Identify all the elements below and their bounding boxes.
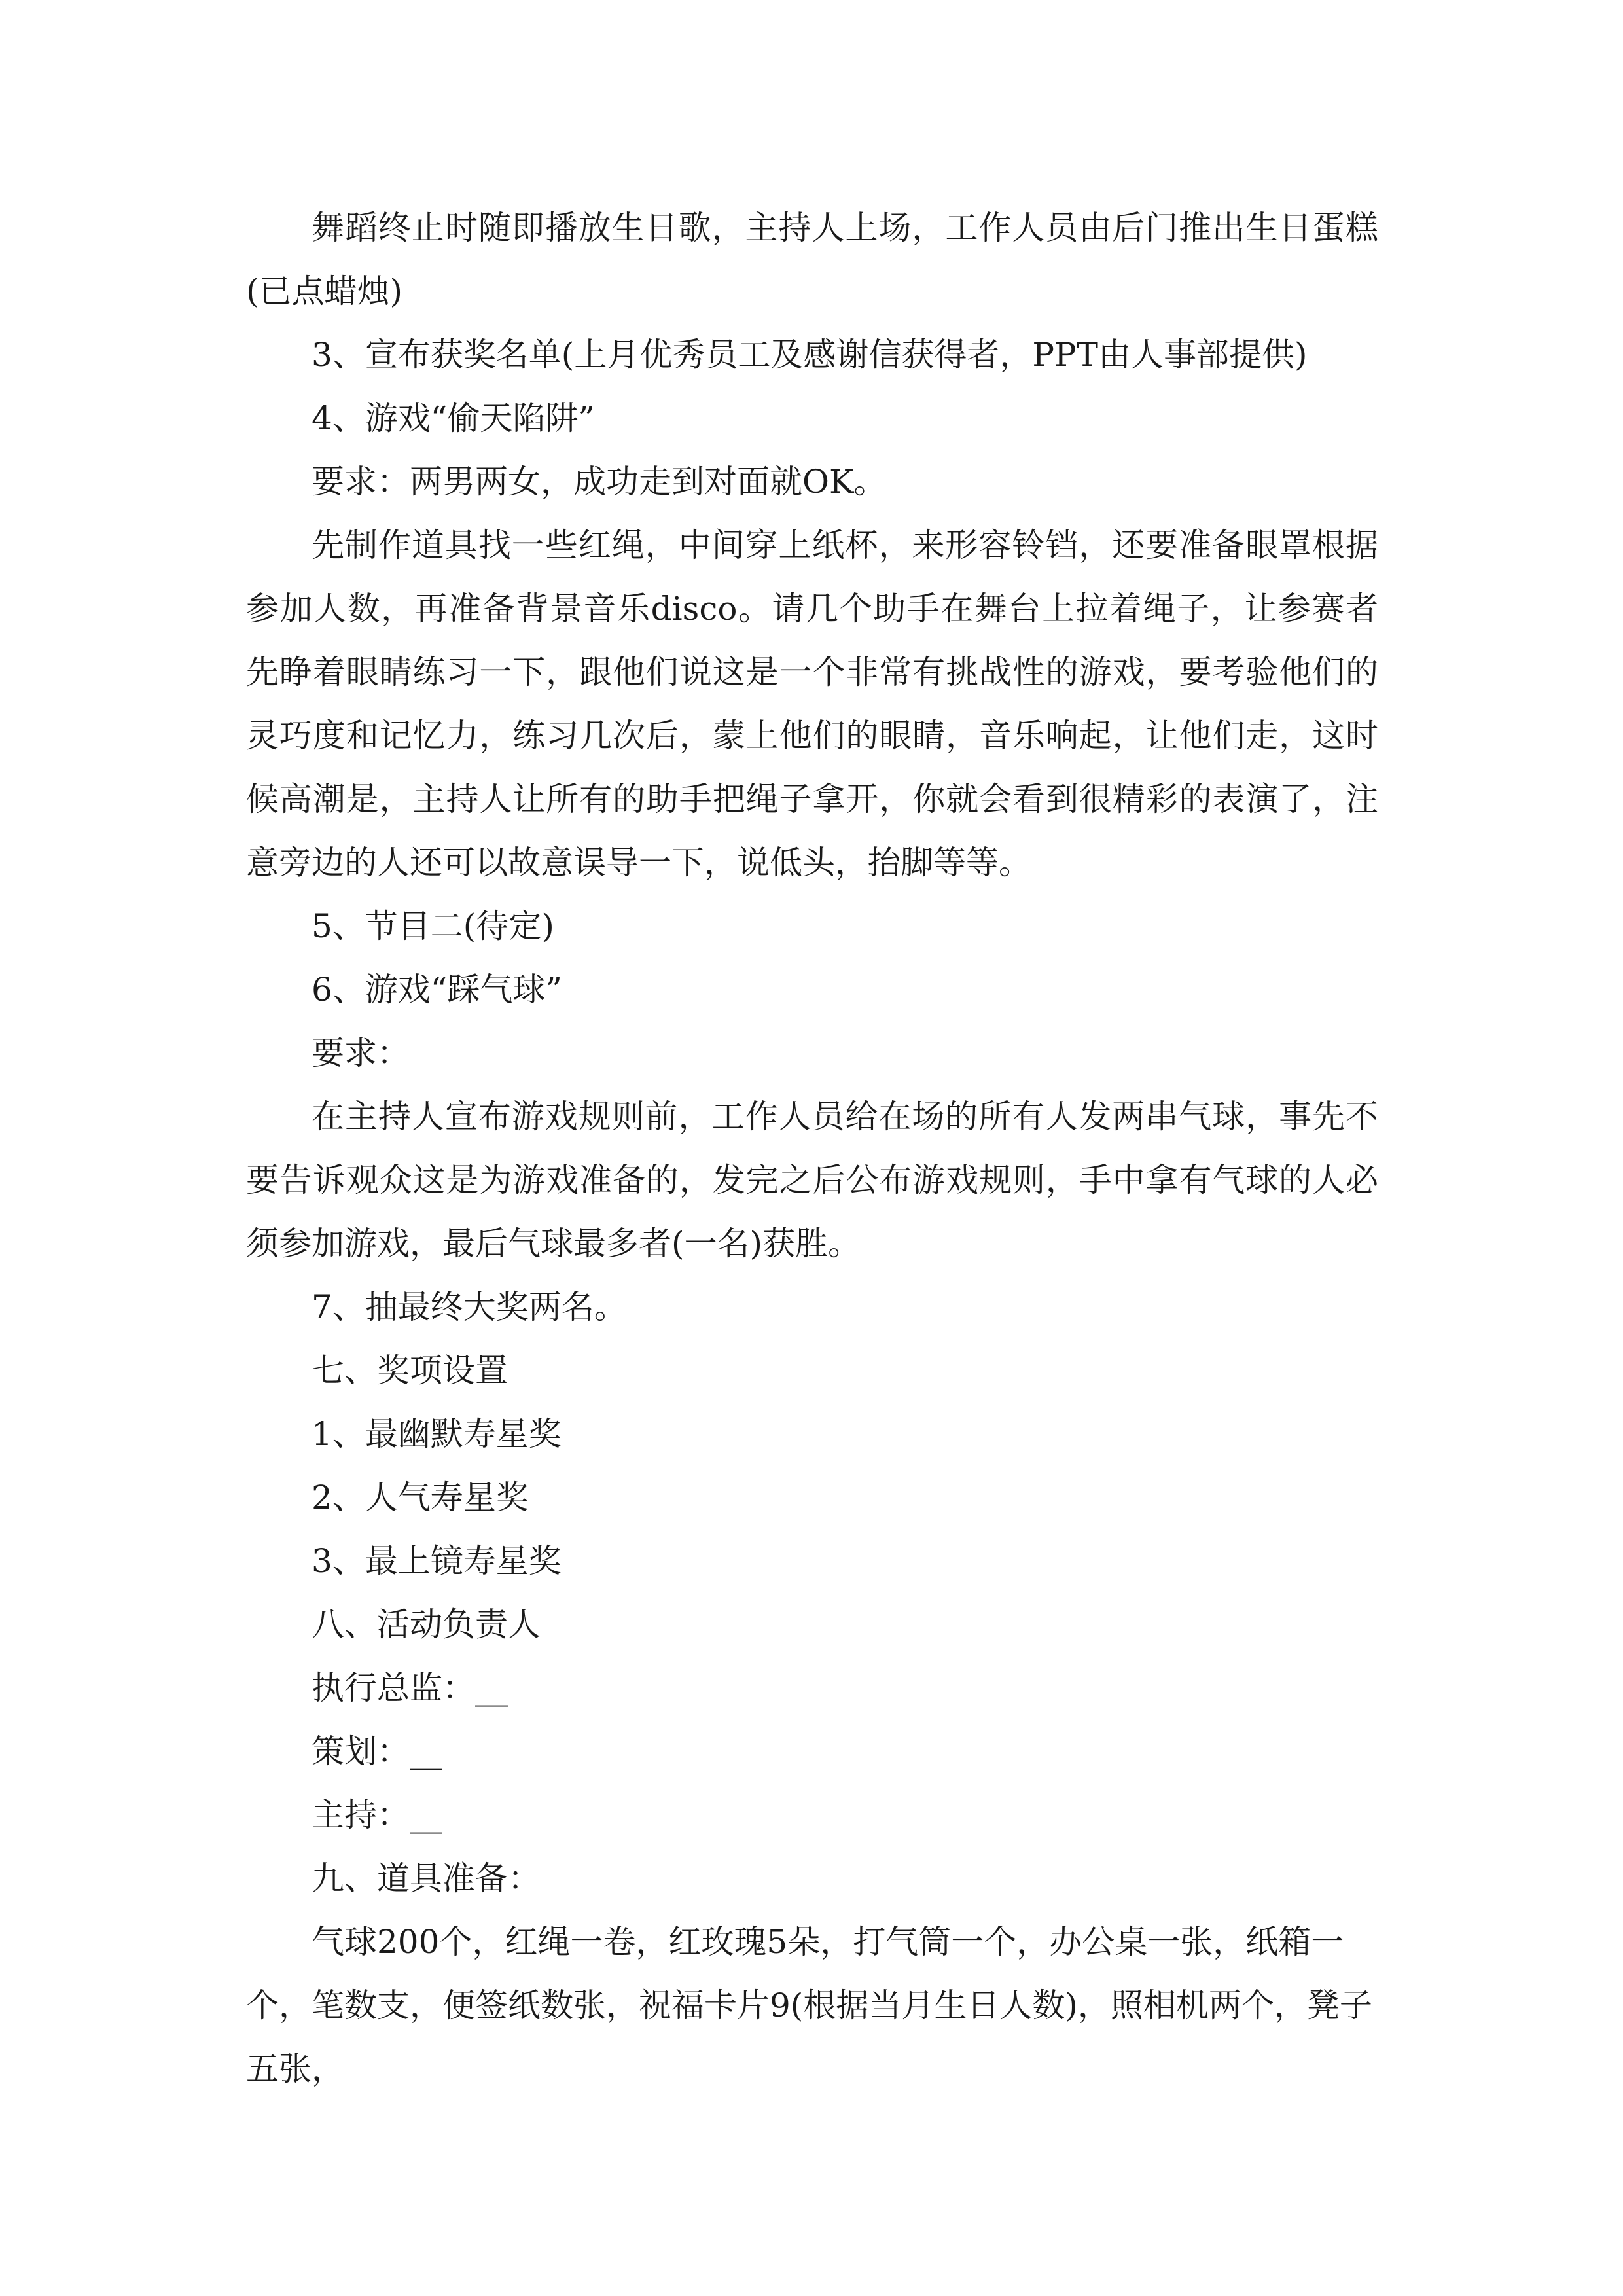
- paragraph-game-trap-requirement: 要求：两男两女，成功走到对面就OK。: [312, 463, 887, 501]
- award-item-photogenic: 3、最上镜寿星奖: [312, 1542, 562, 1580]
- paragraph-program-two: 5、节目二(待定): [312, 907, 554, 945]
- section-heading-props: 九、道具准备：: [312, 1859, 541, 1897]
- paragraph-game-balloon-requirement-label: 要求：: [312, 1034, 410, 1072]
- section-heading-awards: 七、奖项设置: [312, 1352, 508, 1390]
- paragraph-grand-prize: 7、抽最终大奖两名。: [312, 1288, 627, 1326]
- paragraph-game-balloon-title: 6、游戏“踩气球”: [312, 971, 562, 1009]
- paragraph-game-balloon-description: 在主持人宣布游戏规则前，工作人员给在场的所有人发两串气球，事先不要告诉观众这是为游戏准备的，发完之后公布游戏规则，手中拿有气球的人必须参加游戏，最后气球最多者(一名)获胜。: [246, 1098, 1378, 1263]
- paragraph-game-trap-description: 先制作道具找一些红绳，中间穿上纸杯，来形容铃铛，还要准备眼罩根据参加人数，再准备背景音乐disco。请几个助手在舞台上拉着绳子，让参赛者先睁着眼睛练习一下，跟他们说这是一个非常有挑战性的游戏，要考验他们的灵巧度和记忆力，练习几次后，蒙上他们的眼睛，音乐响起，让他们走，这时候高潮是，主持人让所有的助手把绳子拿开，你就会看到很精彩的表演了，注意旁边的人还可以故意误导一下，说低头，抬脚等等。: [246, 526, 1378, 882]
- organizer-planner: 策划：__: [312, 1732, 442, 1770]
- paragraph-game-trap-title: 4、游戏“偷天陷阱”: [312, 399, 595, 437]
- paragraph-birthday-song: 舞蹈终止时随即播放生日歌，主持人上场，工作人员由后门推出生日蛋糕(已点蜡烛): [246, 209, 1378, 310]
- document-body: [246, 196, 1378, 2101]
- section-heading-organizers: 八、活动负责人: [312, 1605, 541, 1643]
- paragraph-props-list: 气球200个，红绳一卷，红玫瑰5朵，打气筒一个，办公桌一张，纸箱一个，笔数支，便签纸数张，祝福卡片9(根据当月生日人数)，照相机两个，凳子五张，: [246, 1923, 1372, 2088]
- award-item-popularity: 2、人气寿星奖: [312, 1479, 529, 1516]
- award-item-humor: 1、最幽默寿星奖: [312, 1415, 562, 1453]
- organizer-host: 主持：__: [312, 1796, 442, 1834]
- paragraph-award-list: 3、宣布获奖名单(上月优秀员工及感谢信获得者，PPT由人事部提供): [312, 336, 1308, 374]
- organizer-executive-director: 执行总监：__: [312, 1669, 508, 1707]
